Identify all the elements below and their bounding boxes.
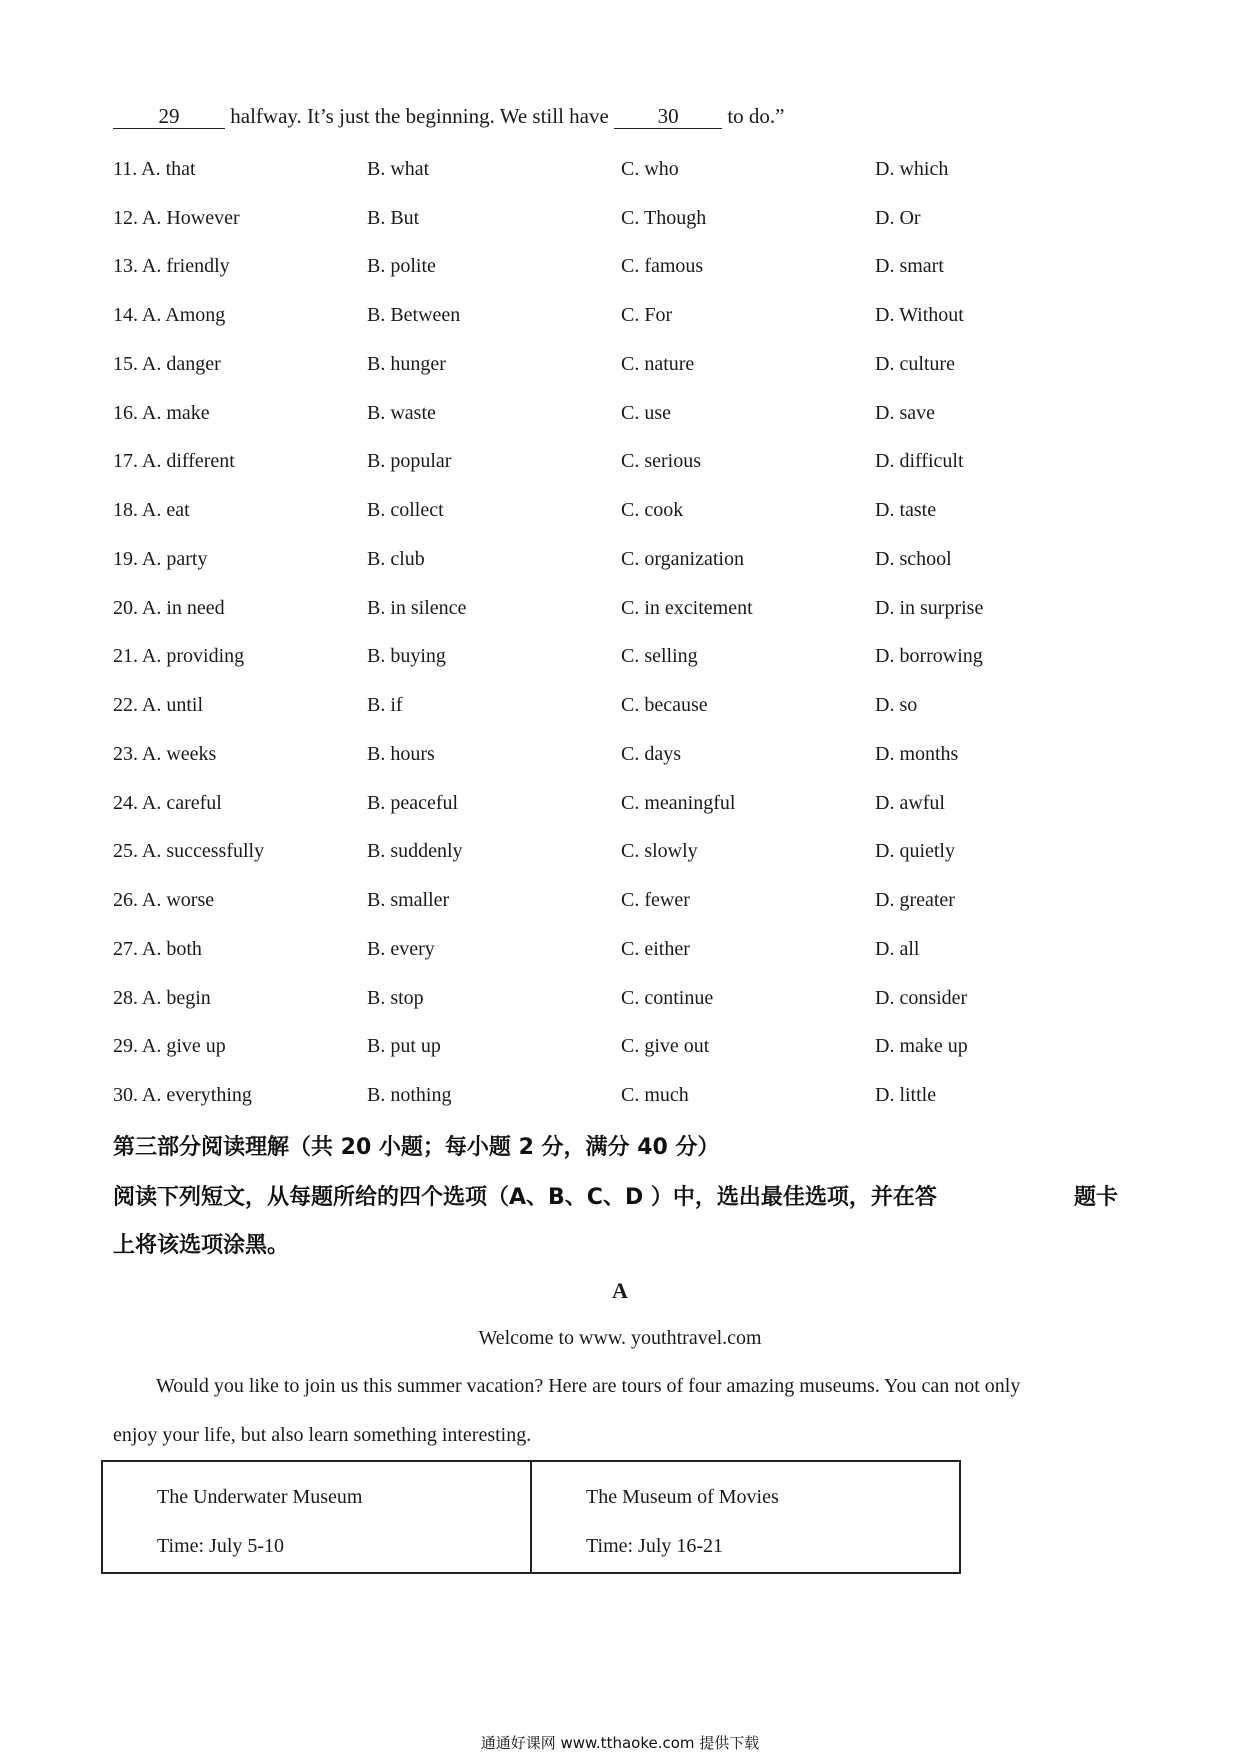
question-number: 18. [113, 499, 142, 521]
question-row-16 [0, 402, 1240, 432]
museum-time: Time: July 16-21 [586, 1535, 724, 1557]
option-d: D. so [875, 694, 918, 716]
blank-29: 29 [113, 104, 225, 129]
option-a-text: A. until [141, 694, 204, 716]
option-c: C. serious [621, 450, 701, 472]
passage-paragraph-line1: Would you like to join us this summer vacation? Here are tours of four amazing museums. You can not only [156, 1375, 1021, 1397]
question-row-28 [0, 987, 1240, 1017]
blank-30: 30 [614, 104, 722, 129]
option-d: D. borrowing [875, 645, 983, 667]
question-row-30 [0, 1084, 1240, 1114]
option-a [113, 450, 235, 473]
option-a [113, 889, 214, 912]
question-row-13 [0, 255, 1240, 285]
option-c: C. fewer [621, 889, 690, 911]
option-a [113, 840, 264, 863]
question-number: 21. [113, 645, 142, 667]
option-d: D. make up [875, 1035, 968, 1057]
option-d: D. school [875, 548, 952, 570]
option-c: C. days [621, 743, 681, 765]
question-number: 26. [113, 889, 142, 911]
option-b: B. club [367, 548, 425, 570]
option-c: C. in excitement [621, 597, 753, 619]
question-number: 23. [113, 743, 142, 765]
question-row-23 [0, 743, 1240, 773]
option-b: B. peaceful [367, 792, 459, 814]
museum-name: The Museum of Movies [586, 1486, 779, 1508]
museum-table [101, 1460, 961, 1574]
option-a-text: A. everything [141, 1084, 252, 1106]
option-c: C. continue [621, 987, 714, 1009]
option-a [113, 645, 244, 668]
question-row-29 [0, 1035, 1240, 1065]
option-a-text: A. in need [141, 597, 225, 619]
option-d: D. in surprise [875, 597, 984, 619]
footer-source: 通通好课网 www.tthaoke.com 提供下载 [480, 1734, 760, 1752]
option-a [113, 743, 216, 766]
option-c: C. organization [621, 548, 744, 570]
option-a-text: A. make [141, 402, 210, 424]
option-b: B. every [367, 938, 435, 960]
option-a-text: A. give up [141, 1035, 226, 1057]
question-number: 29. [113, 1035, 142, 1057]
question-number: 12. [113, 207, 142, 229]
question-row-15 [0, 353, 1240, 383]
question-number: 16. [113, 402, 142, 424]
option-c: C. Though [621, 207, 707, 229]
question-row-17 [0, 450, 1240, 480]
option-b: B. if [367, 694, 403, 716]
option-a-text: A. eat [141, 499, 190, 521]
option-a [113, 499, 190, 522]
option-c: C. cook [621, 499, 684, 521]
option-a-text: A. different [141, 450, 235, 472]
option-b: B. buying [367, 645, 446, 667]
option-b: B. popular [367, 450, 452, 472]
option-a [113, 987, 211, 1010]
museum-name: The Underwater Museum [157, 1486, 363, 1508]
option-c: C. selling [621, 645, 698, 667]
option-d: D. greater [875, 889, 955, 911]
option-d: D. taste [875, 499, 937, 521]
option-b: B. put up [367, 1035, 441, 1057]
question-number: 25. [113, 840, 142, 862]
option-a-text: A. careful [141, 792, 222, 814]
option-a [113, 207, 240, 230]
option-a [113, 938, 202, 961]
option-a-text: A. However [141, 207, 240, 229]
option-b: B. waste [367, 402, 436, 424]
section3-instruction-line2: 上将该选项涂黑。 [113, 1233, 290, 1258]
question-row-12 [0, 207, 1240, 237]
option-a [113, 597, 225, 620]
option-d: D. quietly [875, 840, 955, 862]
option-c: C. slowly [621, 840, 698, 862]
option-b: B. suddenly [367, 840, 463, 862]
option-b: B. hours [367, 743, 435, 765]
question-number: 24. [113, 792, 142, 814]
option-a-text: A. weeks [141, 743, 217, 765]
option-d: D. all [875, 938, 920, 960]
question-row-26 [0, 889, 1240, 919]
section3-instruction-line1-tail: 题卡 [1074, 1185, 1119, 1210]
question-number: 17. [113, 450, 142, 472]
museum-cell [530, 1462, 959, 1572]
question-row-18 [0, 499, 1240, 529]
option-a [113, 255, 230, 278]
option-a [113, 353, 221, 376]
question-row-24 [0, 792, 1240, 822]
option-c: C. For [621, 304, 673, 326]
option-b: B. what [367, 158, 430, 180]
museum-time: Time: July 5-10 [157, 1535, 285, 1557]
option-a [113, 694, 203, 717]
question-row-14 [0, 304, 1240, 334]
option-a-text: A. worse [141, 889, 215, 911]
question-row-22 [0, 694, 1240, 724]
option-a [113, 1084, 252, 1107]
option-b: B. hunger [367, 353, 446, 375]
option-b: B. stop [367, 987, 424, 1009]
option-d: D. consider [875, 987, 968, 1009]
question-row-25 [0, 840, 1240, 870]
option-d: D. Without [875, 304, 964, 326]
question-row-11 [0, 158, 1240, 188]
option-b: B. Between [367, 304, 461, 326]
option-a [113, 304, 225, 327]
option-c: C. nature [621, 353, 695, 375]
section3-heading: 第三部分阅读理解（共 20 小题；每小题 2 分，满分 40 分） [113, 1135, 720, 1160]
option-d: D. which [875, 158, 949, 180]
question-number: 15. [113, 353, 142, 375]
option-a-text: A. danger [141, 353, 221, 375]
option-a-text: A. that [141, 158, 196, 180]
option-b: B. nothing [367, 1084, 452, 1106]
question-row-27 [0, 938, 1240, 968]
option-a [113, 158, 196, 181]
option-b: B. collect [367, 499, 444, 521]
option-c: C. either [621, 938, 690, 960]
option-c: C. give out [621, 1035, 710, 1057]
museum-cell [103, 1462, 530, 1572]
option-c: C. much [621, 1084, 689, 1106]
section3-instruction-line1: 阅读下列短文，从每题所给的四个选项（A、B、C、D ）中，选出最佳选项，并在答 [113, 1185, 937, 1210]
question-row-21 [0, 645, 1240, 675]
question-number: 19. [113, 548, 142, 570]
question-number: 30. [113, 1084, 142, 1106]
passage-continuation-line [113, 104, 784, 129]
option-d: D. smart [875, 255, 944, 277]
passage-welcome: Welcome to www. youthtravel.com [478, 1327, 762, 1349]
option-b: B. in silence [367, 597, 467, 619]
question-number: 14. [113, 304, 142, 326]
question-number: 13. [113, 255, 142, 277]
option-d: D. awful [875, 792, 945, 814]
question-number: 27. [113, 938, 142, 960]
option-d: D. difficult [875, 450, 964, 472]
continuation-text-2: to do.” [722, 104, 785, 128]
question-number: 28. [113, 987, 142, 1009]
option-c: C. meaningful [621, 792, 736, 814]
continuation-text-1: halfway. It’s just the beginning. We still have [225, 104, 615, 128]
question-number: 20. [113, 597, 142, 619]
option-a [113, 792, 222, 815]
option-b: B. smaller [367, 889, 450, 911]
option-a-text: A. party [141, 548, 208, 570]
option-a-text: A. successfully [141, 840, 265, 862]
option-d: D. culture [875, 353, 955, 375]
option-a-text: A. Among [141, 304, 226, 326]
option-c: C. because [621, 694, 708, 716]
option-a [113, 1035, 226, 1058]
option-c: C. use [621, 402, 671, 424]
option-a-text: A. providing [141, 645, 245, 667]
question-number: 22. [113, 694, 142, 716]
passage-letter: A [612, 1278, 628, 1303]
question-number: 11. [113, 158, 142, 180]
passage-paragraph-line2: enjoy your life, but also learn something interesting. [113, 1424, 532, 1446]
option-a [113, 548, 207, 571]
option-d: D. save [875, 402, 935, 424]
option-d: D. little [875, 1084, 937, 1106]
option-b: B. polite [367, 255, 436, 277]
option-a-text: A. both [141, 938, 202, 960]
question-row-20 [0, 597, 1240, 627]
option-a-text: A. begin [141, 987, 211, 1009]
option-b: B. But [367, 207, 420, 229]
option-c: C. who [621, 158, 679, 180]
option-d: D. Or [875, 207, 921, 229]
option-a-text: A. friendly [141, 255, 230, 277]
question-row-19 [0, 548, 1240, 578]
option-d: D. months [875, 743, 959, 765]
option-a [113, 402, 210, 425]
option-c: C. famous [621, 255, 704, 277]
